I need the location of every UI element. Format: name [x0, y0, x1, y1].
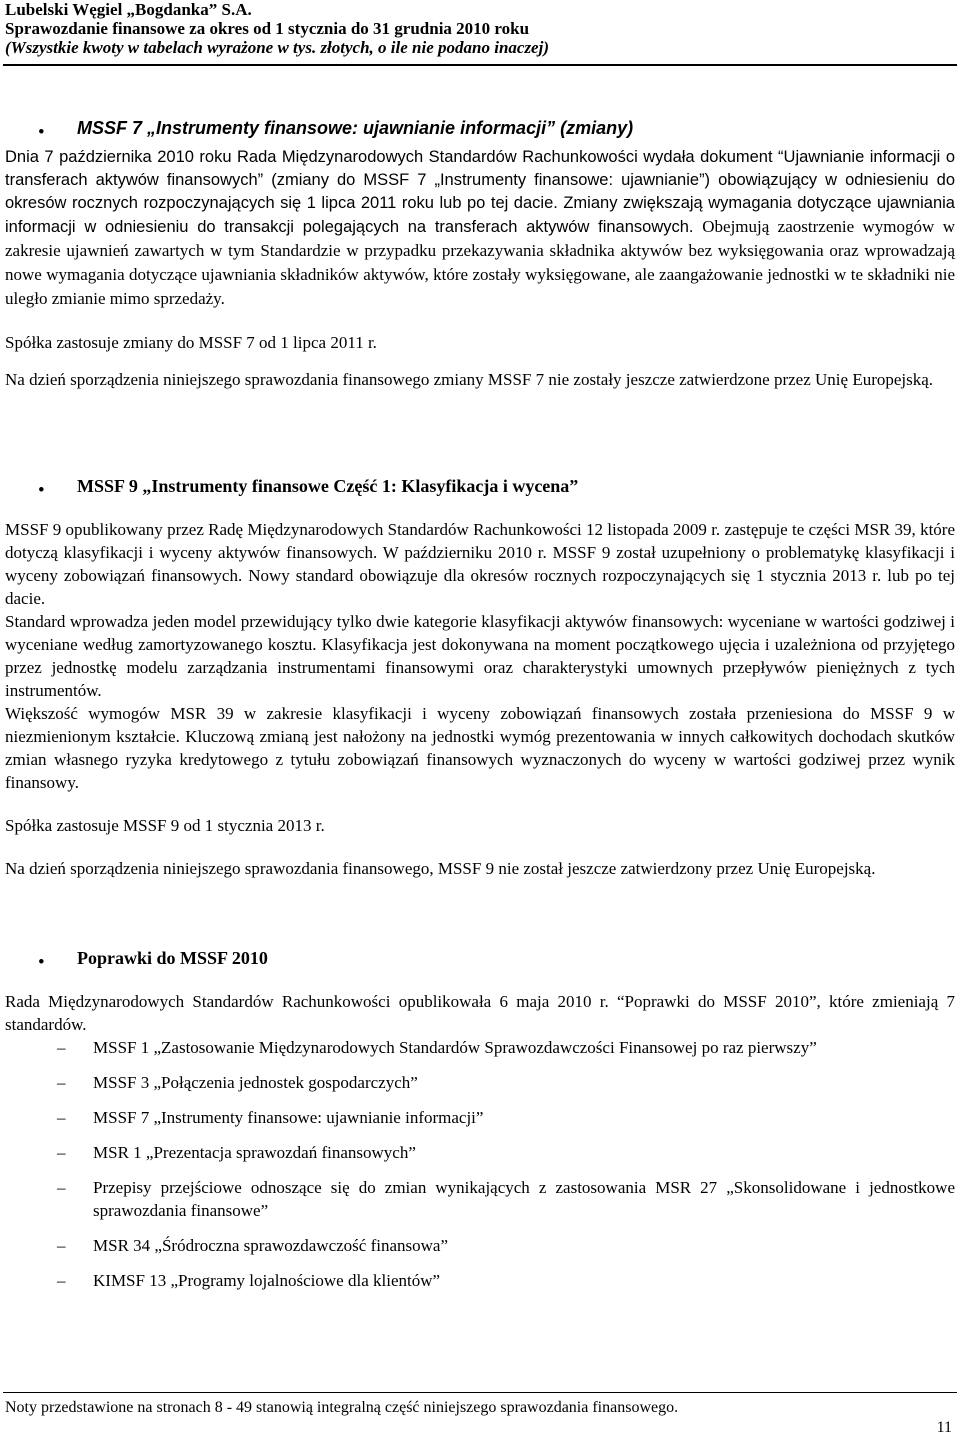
section-mssf9 [5, 474, 955, 880]
paragraph: Rada Międzynarodowych Standardów Rachunkowości opublikowała 6 maja 2010 r. “Poprawki do MSSF 2010”, które zmieniają 7 standardów. [5, 992, 955, 1034]
page-header [5, 0, 945, 57]
dash-icon: – [57, 1178, 66, 1197]
dash-icon: – [57, 1073, 66, 1092]
paragraph: Większość wymogów MSR 39 w zakresie klasyfikacji i wyceny zobowiązań finansowych została przeniesiona do MSSF 9 w niezmienionym kształcie. Kluczową zmianą jest nałożony na jednostki wymóg prezentowania w innych całkowitych dochodach skutków zmian własnego ryzyka kredytowego z tytułu zobowiązań finansowych wyznaczonych do wyceny w wartości godziwej przez wynik finansowy. [5, 704, 955, 792]
dash-icon: – [57, 1108, 66, 1127]
list-item-text: Przepisy przejściowe odnoszące się do zmian wynikających z zastosowania MSR 27 „Skonsolidowane i jednostkowe sprawozdania finansowe” [93, 1178, 955, 1220]
paragraph: Spółka zastosuje zmiany do MSSF 7 od 1 lipca 2011 r. [5, 333, 377, 352]
section-title: MSSF 9 „Instrumenty finansowe Część 1: Klasyfikacja i wycena” [77, 476, 579, 496]
bullet-icon: • [38, 952, 45, 973]
section-mssf7 [5, 116, 955, 391]
list-item-text: MSR 1 „Prezentacja sprawozdań finansowych” [93, 1143, 416, 1162]
paragraph-part: Obejmują zaostrzenie wymogów w zakresie ujawnień zawartych w tym Standardzie w przypadku przekazywania składnika aktywów bez wyksięgowania oraz wprowadzają nowe wymagania dotyczące ujawniania składników aktywów, które zostały wyksięgowane, ale zaangażowanie jednostki w te składniki nie uległo zmianie mimo sprzedaży. [5, 217, 955, 308]
section-title: Poprawki do MSSF 2010 [77, 948, 268, 968]
list-item [5, 1036, 955, 1059]
dash-icon: – [57, 1236, 66, 1255]
page-number: 11 [936, 1419, 952, 1436]
paragraph: Spółka zastosuje MSSF 9 od 1 stycznia 2013 r. [5, 816, 325, 835]
dash-icon: – [57, 1271, 66, 1290]
header-divider [3, 64, 957, 66]
section-title-row [5, 116, 955, 146]
company-name: Lubelski Węgiel „Bogdanka” S.A. [5, 0, 252, 19]
amended-standards-list [5, 1036, 955, 1292]
paragraph: MSSF 9 opublikowany przez Radę Międzynarodowych Standardów Rachunkowości 12 listopada 2009 r. zastępuje te części MSR 39, które dotyczą klasyfikacji i wyceny aktywów finansowych. W październiku 2010 r. MSSF 9 został uzupełniony o problematykę klasyfikacji i wyceny zobowiązań finansowych. Nowy standard obowiązuje dla okresów rocznych rozpoczynających się 1 stycznia 2013 r. lub po tej dacie. [5, 520, 955, 608]
footer-divider [3, 1392, 957, 1393]
section-improvements-2010 [5, 946, 955, 1304]
list-item [5, 1269, 955, 1292]
bullet-icon: • [38, 480, 45, 501]
paragraph-part: Dnia 7 października 2010 roku Rada Międzynarodowych Standardów Rachunkowości wydała dokument “Ujawnianie informacji o transferach aktywów finansowych” (zmiany do MSSF 7 „Instrumenty finansowe: ujawnianie”) obowiązujący w odniesieniu do okresów rocznych rozpoczynających się 1 lipca 2011 roku lub po tej dacie. Zmiany zwiększają wymagania dotyczące ujawniania informacji w odniesieniu do transakcji polegających na transferach aktywów finansowych. [5, 148, 955, 236]
list-item-text: MSSF 3 „Połączenia jednostek gospodarczych” [93, 1073, 418, 1092]
list-item [5, 1141, 955, 1164]
paragraph: Standard wprowadza jeden model przewidujący tylko dwie kategorie klasyfikacji aktywów finansowych: wyceniane w wartości godziwej i wyceniane według zamortyzowanego kosztu. Klasyfikacja jest dokonywana na moment początkowego ujęcia i uzależniona od przyjętego przez jednostkę modelu zarządzania instrumentami finansowymi oraz charakterystyki umownych przepływów pieniężnych z tych instrumentów. [5, 612, 955, 700]
dash-icon: – [57, 1038, 66, 1057]
paragraph [5, 146, 955, 311]
list-item [5, 1071, 955, 1094]
list-item-text: KIMSF 13 „Programy lojalnościowe dla klientów” [93, 1271, 441, 1290]
section-title-row [5, 946, 955, 976]
amounts-note: (Wszystkie kwoty w tabelach wyrażone w tys. złotych, o ile nie podano inaczej) [5, 38, 549, 57]
list-item [5, 1106, 955, 1129]
list-item-text: MSSF 7 „Instrumenty finansowe: ujawnianie informacji” [93, 1108, 484, 1127]
list-item [5, 1234, 955, 1257]
paragraph: Na dzień sporządzenia niniejszego sprawozdania finansowego zmiany MSSF 7 nie zostały jeszcze zatwierdzone przez Unię Europejską. [5, 370, 934, 389]
section-title-row [5, 474, 955, 504]
list-item [5, 1176, 955, 1222]
list-item-text: MSR 34 „Śródroczna sprawozdawczość finansowa” [93, 1236, 448, 1255]
report-title: Sprawozdanie finansowe za okres od 1 stycznia do 31 grudnia 2010 roku [5, 19, 530, 38]
list-item-text: MSSF 1 „Zastosowanie Międzynarodowych Standardów Sprawozdawczości Finansowej po raz pierwszy” [93, 1038, 817, 1057]
paragraph: Na dzień sporządzenia niniejszego sprawozdania finansowego, MSSF 9 nie został jeszcze zatwierdzony przez Unię Europejską. [5, 859, 876, 878]
dash-icon: – [57, 1143, 66, 1162]
footer-note: Noty przedstawione na stronach 8 - 49 stanowią integralną część niniejszego sprawozdania finansowego. [5, 1399, 679, 1416]
bullet-icon: • [38, 122, 45, 143]
section-title: MSSF 7 „Instrumenty finansowe: ujawnianie informacji” (zmiany) [77, 118, 634, 138]
